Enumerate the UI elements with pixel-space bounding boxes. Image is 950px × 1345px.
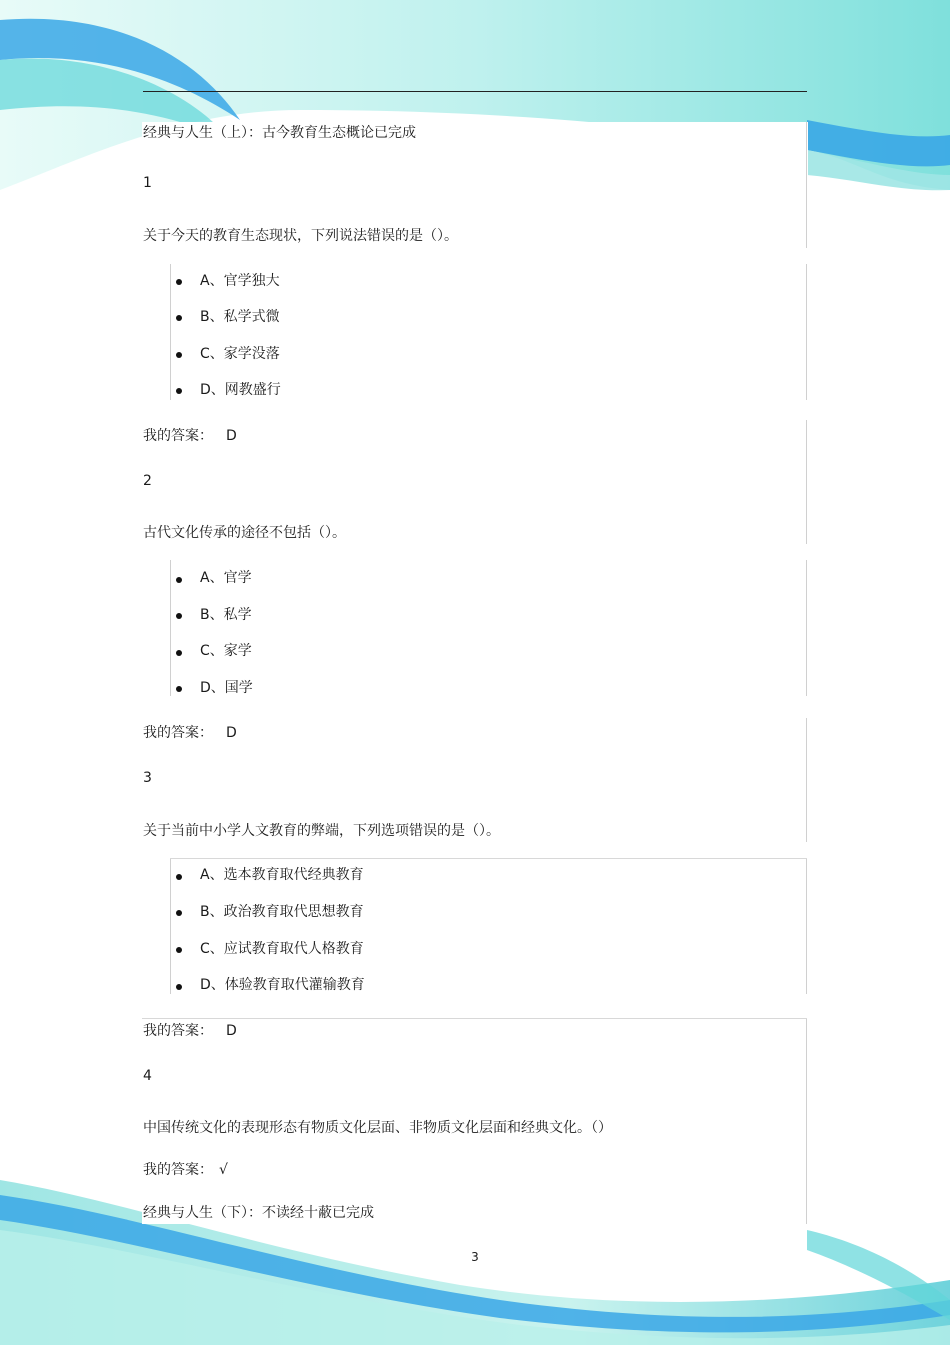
block-border <box>806 718 807 842</box>
question-text: 中国传统文化的表现形态有物质文化层面、非物质文化层面和经典文化。（） <box>143 1120 612 1136</box>
question-text: 关于今天的教育生态现状，下列说法错误的是（）。 <box>143 228 458 244</box>
block-border <box>142 1018 807 1019</box>
bullet-icon <box>176 874 182 880</box>
question-number: 3 <box>143 770 152 786</box>
option-a: A、官学 <box>200 570 252 586</box>
question-text: 关于当前中小学人文教育的弊端，下列选项错误的是（）。 <box>143 823 500 839</box>
option-d: D、体验教育取代灌输教育 <box>200 977 365 993</box>
bullet-icon <box>176 650 182 656</box>
bullet-icon <box>176 352 182 358</box>
option-b: B、私学式微 <box>200 309 280 325</box>
option-d: D、国学 <box>200 680 253 696</box>
block-border <box>806 264 807 400</box>
option-c: C、家学 <box>200 643 252 659</box>
question-number: 2 <box>143 473 152 489</box>
question-text: 古代文化传承的途径不包括（）。 <box>143 525 346 541</box>
course-heading: 经典与人生（下）：不读经十蔽已完成 <box>143 1205 374 1221</box>
question-number: 4 <box>143 1068 152 1084</box>
bullet-icon <box>176 984 182 990</box>
bullet-icon <box>176 279 182 285</box>
answer-value: √ <box>219 1162 228 1178</box>
block-border <box>806 560 807 696</box>
bullet-icon <box>176 947 182 953</box>
answer-label: 我的答案： <box>143 1023 213 1039</box>
answer-value: D <box>226 428 237 444</box>
option-c: C、家学没落 <box>200 346 280 362</box>
block-border <box>170 264 171 400</box>
answer-label: 我的答案： <box>143 1162 213 1178</box>
block-border <box>806 122 807 248</box>
answer-label: 我的答案： <box>143 428 213 444</box>
question-number: 1 <box>143 175 152 191</box>
block-border <box>170 858 807 859</box>
block-border <box>170 560 171 696</box>
block-border <box>806 1018 807 1224</box>
option-d: D、网教盛行 <box>200 382 281 398</box>
option-c: C、应试教育取代人格教育 <box>200 941 364 957</box>
bullet-icon <box>176 686 182 692</box>
option-b: B、私学 <box>200 607 252 623</box>
course-heading: 经典与人生（上）：古今教育生态概论已完成 <box>143 125 416 141</box>
bullet-icon <box>176 315 182 321</box>
bullet-icon <box>176 388 182 394</box>
answer-label: 我的答案： <box>143 725 213 741</box>
block-border <box>806 420 807 544</box>
page-number: 3 <box>471 1250 479 1264</box>
bullet-icon <box>176 613 182 619</box>
bullet-icon <box>176 910 182 916</box>
block-border <box>170 858 171 994</box>
option-a: A、官学独大 <box>200 273 280 289</box>
answer-value: D <box>226 725 237 741</box>
block-border <box>806 858 807 994</box>
answer-value: D <box>226 1023 237 1039</box>
option-b: B、政治教育取代思想教育 <box>200 904 364 920</box>
option-a: A、选本教育取代经典教育 <box>200 867 364 883</box>
bullet-icon <box>176 577 182 583</box>
